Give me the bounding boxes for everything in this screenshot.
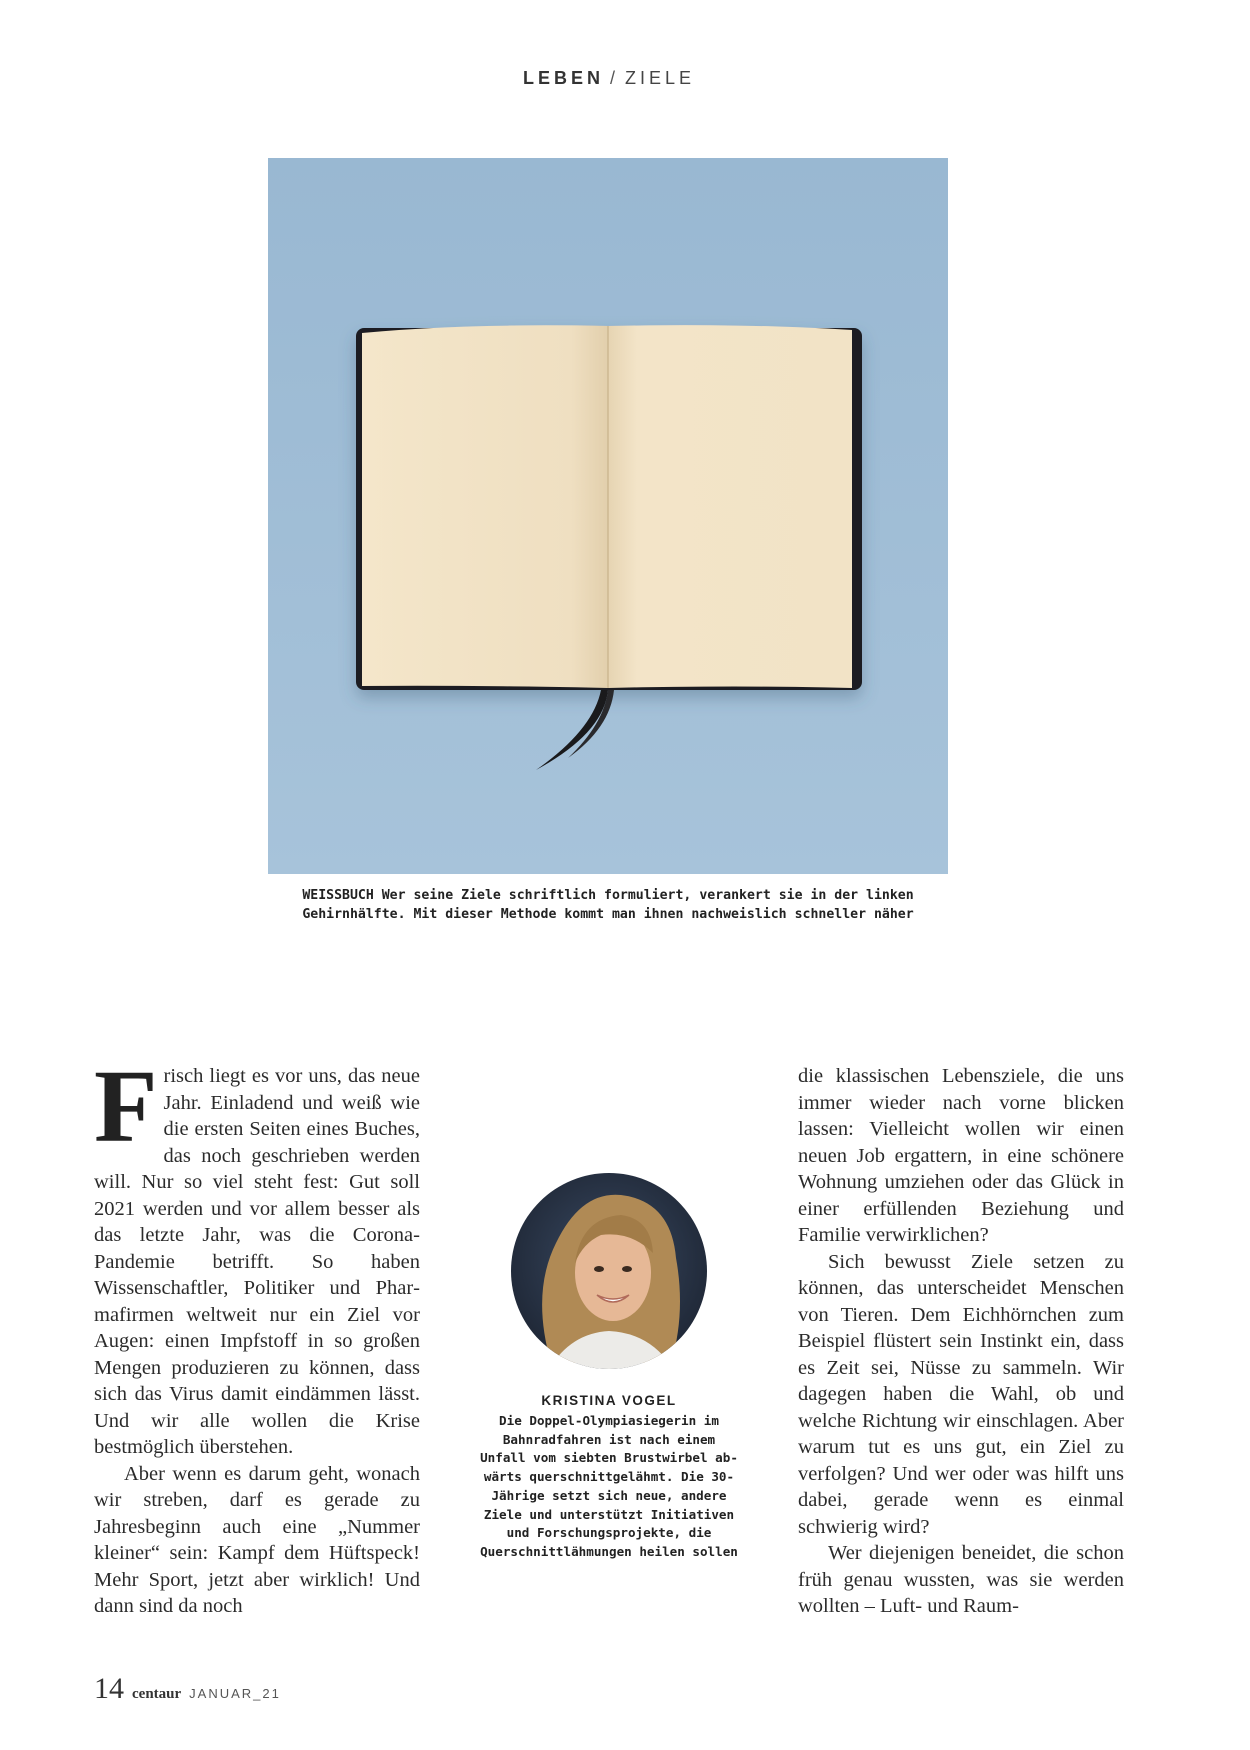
portrait-illustration <box>511 1173 707 1369</box>
notebook-page-right <box>608 325 852 688</box>
article-paragraph <box>94 1049 420 1461</box>
article-column-left <box>94 1049 420 1620</box>
photo-caption <box>268 886 948 924</box>
page-number: 14 <box>94 1672 124 1705</box>
article-text: risch liegt es vor uns, das neue Jahr. Einladend und weiß wie die ersten Seiten eines Buches, das noch geschrieben werden will. Nur so viel steht fest: Gut soll 2021 werden und vor allem besser als das letzte Jahr, was die Corona-Pandemie betrifft. So haben Wissenschaftler, Politiker und Pharmafirmen weltweit nur ein Ziel vor Augen: einen Impfstoff in so großen Mengen produzieren zu können, dass sich das Virus damit eindämmen lässt. Und wir alle wollen die Krise bestmöglich überstehen. <box>94 1065 420 1458</box>
notebook-page-left <box>362 325 608 688</box>
section-title: LEBEN <box>522 68 604 88</box>
article-paragraph: die klassischen Lebensziele, die uns immer wieder nach vorne blicken lassen: Vielleicht wollen wir einen neuen Job ergattern, in eine schönere Wohnung umziehen oder das Glück in einer erfüllenden Beziehung und Familie verwirklichen? <box>798 1065 1124 1246</box>
notebook <box>356 325 862 690</box>
page-footer <box>94 1672 281 1708</box>
article-paragraph: Aber wenn es darum geht, wonach wir streben, darf es gerade zu Jahresbeginn auch eine „Nummer kleiner“ sein: Kampf dem Hüftspeck! Mehr Sport, jetzt aber wirklich! Und dann sind da noch <box>94 1462 420 1617</box>
notebook-illustration <box>268 158 948 874</box>
article-paragraph: Wer diejenigen beneidet, die schon früh genau wussten, was sie werden wollten – Luft- und Raum- <box>798 1542 1124 1617</box>
article-column-right <box>798 1063 1124 1620</box>
portrait-eye-right <box>622 1266 632 1272</box>
section-subtitle: ZIELE <box>625 68 696 88</box>
sidebar-text: Die Doppel-Olympiasiegerin im Bahnradfahren ist nach einem Unfall vom siebten Brustwirbel abwärts querschnittgelähmt. Die 30-Jährige setzt sich neue, andere Ziele und unterstützt Initiativen und Forschungsprojekte, die Querschnittlähmungen heilen sollen <box>480 1413 738 1559</box>
caption-text: Wer seine Ziele schriftlich formuliert, verankert sie in der linken Gehirnhälfte. Mit dieser Methode kommt man ihnen nachweislich schneller näher <box>302 888 914 922</box>
portrait-sidebar <box>478 1393 740 1562</box>
portrait-photo <box>511 1173 707 1369</box>
sidebar-name: KRISTINA VOGEL <box>541 1393 677 1408</box>
section-header <box>0 68 1218 89</box>
caption-label: WEISSBUCH <box>302 888 374 903</box>
drop-cap: F <box>94 1049 158 1164</box>
portrait-eye-left <box>594 1266 604 1272</box>
section-separator: / <box>609 68 619 88</box>
magazine-logo: centaur <box>132 1686 182 1702</box>
article-paragraph: Sich bewusst Ziele setzen zu können, das unterscheidet Menschen von Tieren. Dem Eichhörnchen zum Beispiel flüstert sein Instinkt ein, dass es Zeit sei, Nüsse zu sammeln. Wir dagegen haben die Wahl, ob und welche Richtung wir einschlagen. Aber warum tut es uns gut, ein Ziel zu verfolgen? Und wer oder was hilft uns dabei, gerade wenn es einmal schwierig wird? <box>798 1250 1124 1538</box>
notebook-photo <box>268 158 948 874</box>
issue-label: JANUAR_21 <box>189 1686 281 1701</box>
